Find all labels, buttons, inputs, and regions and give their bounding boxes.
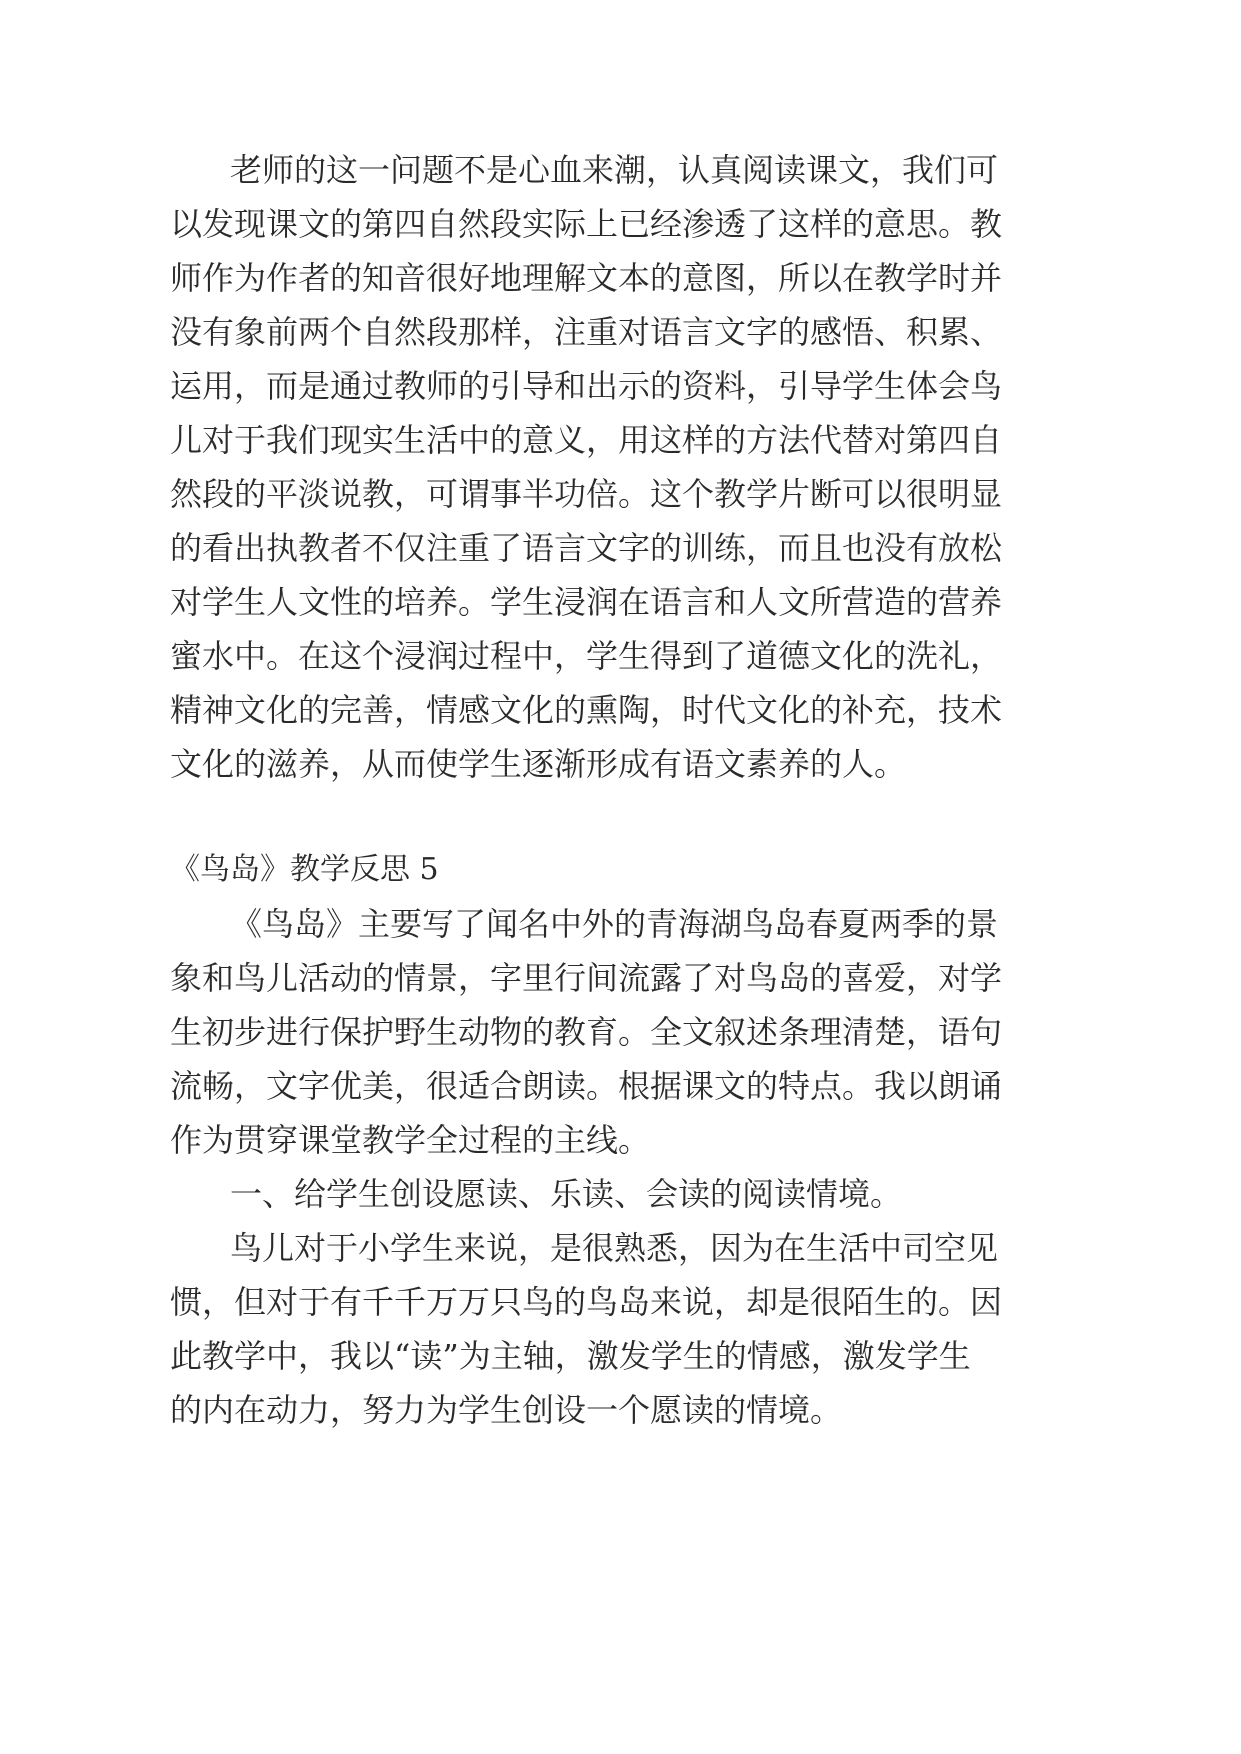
text-line: 《鸟岛》主要写了闻名中外的青海湖鸟岛春夏两季的景: [230, 905, 999, 943]
text-line: 师作为作者的知音很好地理解文本的意图，所以在教学时并: [170, 259, 1003, 297]
paragraph-line: [0, 196, 1241, 252]
text-line: 的看出执教者不仅注重了语言文字的训练，而且也没有放松: [170, 529, 1003, 567]
text-line: 精神文化的完善，情感文化的熏陶，时代文化的补充，技术: [170, 691, 1003, 729]
section-heading: [0, 842, 1241, 898]
paragraph-line: [0, 1274, 1241, 1330]
text-line: 的内在动力，努力为学生创设一个愿读的情境。: [170, 1391, 843, 1429]
paragraph-line: [0, 1004, 1241, 1060]
text-line: 象和鸟儿活动的情景，字里行间流露了对鸟岛的喜爱，对学: [170, 959, 1003, 997]
text-line: 以发现课文的第四自然段实际上已经渗透了这样的意思。教: [170, 205, 1003, 243]
paragraph-line: [0, 1058, 1241, 1114]
paragraph-line: [0, 574, 1241, 630]
text-line: 没有象前两个自然段那样，注重对语言文字的感悟、积累、: [170, 313, 1003, 351]
paragraph-line: [0, 1166, 1241, 1222]
text-line: 老师的这一问题不是心血来潮，认真阅读课文，我们可: [230, 151, 999, 189]
text-line: 文化的滋养，从而使学生逐渐形成有语文素养的人。: [170, 745, 907, 783]
paragraph-line: [0, 466, 1241, 522]
paragraph-line: [0, 142, 1241, 198]
paragraph-line: [0, 250, 1241, 306]
text-line: 一、给学生创设愿读、乐读、会读的阅读情境。: [230, 1175, 903, 1213]
text-line: 蜜水中。在这个浸润过程中，学生得到了道德文化的洗礼，: [170, 637, 1003, 675]
paragraph-line: [0, 358, 1241, 414]
paragraph-line: [0, 520, 1241, 576]
paragraph-line: [0, 304, 1241, 360]
paragraph-line: [0, 1382, 1241, 1438]
paragraph-line: [0, 628, 1241, 684]
text-line: 流畅，文字优美，很适合朗读。根据课文的特点。我以朗诵: [170, 1067, 1003, 1105]
heading-text: 《鸟岛》教学反思 5: [170, 852, 439, 887]
paragraph-line: [0, 1112, 1241, 1168]
paragraph-line: [0, 896, 1241, 952]
text-line: 然段的平淡说教，可谓事半功倍。这个教学片断可以很明显: [170, 475, 1003, 513]
paragraph-line: [0, 1220, 1241, 1276]
text-line: 运用，而是通过教师的引导和出示的资料，引导学生体会鸟: [170, 367, 1003, 405]
text-line: 对学生人文性的培养。学生浸润在语言和人文所营造的营养: [170, 583, 1003, 621]
paragraph-line: [0, 1328, 1241, 1384]
paragraph-line: [0, 412, 1241, 468]
paragraph-line: [0, 736, 1241, 792]
paragraph-line: [0, 950, 1241, 1006]
paragraph-line: [0, 682, 1241, 738]
text-line: 鸟儿对于小学生来说，是很熟悉，因为在生活中司空见: [230, 1229, 999, 1267]
text-line: 惯，但对于有千千万万只鸟的鸟岛来说，却是很陌生的。因: [170, 1283, 1003, 1321]
text-line: 儿对于我们现实生活中的意义，用这样的方法代替对第四自: [170, 421, 1003, 459]
text-line: 此教学中，我以“读”为主轴，激发学生的情感，激发学生: [170, 1337, 971, 1375]
text-line: 生初步进行保护野生动物的教育。全文叙述条理清楚，语句: [170, 1013, 1003, 1051]
text-line: 作为贯穿课堂教学全过程的主线。: [170, 1121, 651, 1159]
